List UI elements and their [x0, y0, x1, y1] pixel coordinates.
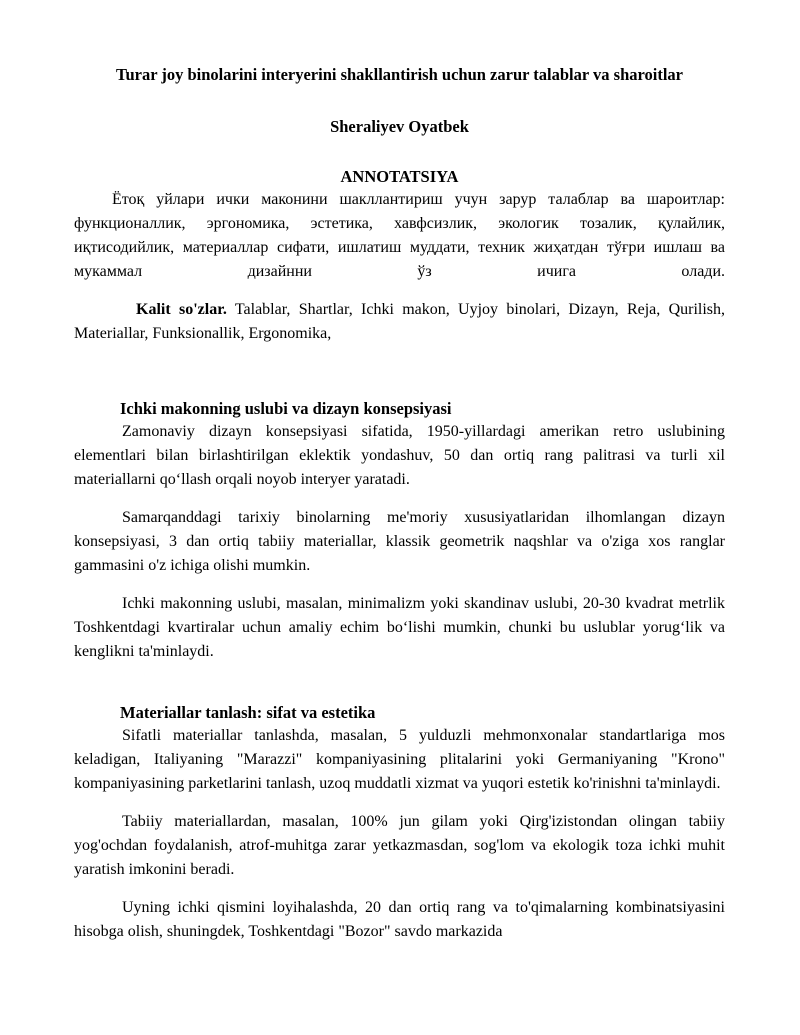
section-heading-style-concept: Ichki makonning uslubi va dizayn konsepsiyasi — [120, 399, 452, 418]
annotation-heading: ANNOTATSIYA — [340, 167, 459, 186]
keywords-paragraph — [74, 298, 725, 346]
section-2-paragraph-1: Sifatli materiallar tanlashda, masalan, 5 yulduzli mehmonxonalar standartlariga mos keladigan, Italiyaning "Marazzi" kompaniyasining plitalarini yoki Germaniyaning "Krono" kompaniyasining parketlarini tanlash, uzoq muddatli xizmat va yuqori estetik ko'rinishni ta'minlaydi. — [74, 727, 725, 792]
section-2-paragraph-2: Tabiiy materiallardan, masalan, 100% jun gilam yoki Qirg'izistondan olingan tabiiy yog'ochdan foydalanish, atrof-muhitga zarar yetkazmasdan, sog'lom va ekologik toza ichki muhit yaratish imkonini beradi. — [74, 813, 725, 878]
section-2-paragraph-3: Uyning ichki qismini loyihalashda, 20 dan ortiq rang va to'qimalarning kombinatsiyasini hisobga olish, shuningdek, Toshkentdagi "Bozor" savdo markazida — [74, 899, 725, 940]
section-1-paragraph-3: Ichki makonning uslubi, masalan, minimalizm yoki skandinav uslubi, 20-30 kvadrat metrlik Toshkentdagi kvartiralar uchun amaliy echim bo‘lishi mumkin, chunki bu uslublar yorug‘lik va kenglikni ta'minlaydi. — [74, 595, 725, 660]
keywords-text: Talablar, Shartlar, Ichki makon, Uyjoy binolari, Dizayn, Reja, Qurilish, Materiallar, Funksionallik, Ergonomika, — [74, 301, 726, 342]
annotation-text: Ётоқ уйлари ички маконини шакллантириш учун зарур талаблар ва шароитлар: функционаллик, эргономика, эстетика, хавфсизлик, экологик тозалик, қулайлик, иқтисодийлик, материаллар сифати, ишлатиш муддати, техник жиҳатдан тўғри ишлаш ва мукаммал дизайнни ўз ичига олади. — [74, 191, 725, 280]
keywords-label: Kalit so'zlar. — [136, 301, 227, 318]
section-heading-materials: Materiallar tanlash: sifat va estetika — [120, 703, 376, 722]
section-1-paragraph-1: Zamonaviy dizayn konsepsiyasi sifatida, 1950-yillardagi amerikan retro uslubining elementlari bilan birlashtirilgan eklektik yondashuv, 50 dan ortiq rang palitrasi va turli xil materiallarni qo‘llash orqali noyob interyer yaratadi. — [74, 423, 725, 488]
paper-title: Turar joy binolarini interyerini shakllantirish uchun zarur talablar va sharoitlar — [115, 65, 684, 84]
section-1-paragraph-2: Samarqanddagi tarixiy binolarning me'moriy xususiyatlaridan ilhomlangan dizayn konsepsiyasi, 3 dan ortiq tabiiy materiallar, klassik geometrik naqshlar va o'ziga xos ranglar gammasini o'z ichiga olishi mumkin. — [74, 509, 725, 574]
author-name: Sheraliyev Oyatbek — [330, 117, 469, 136]
